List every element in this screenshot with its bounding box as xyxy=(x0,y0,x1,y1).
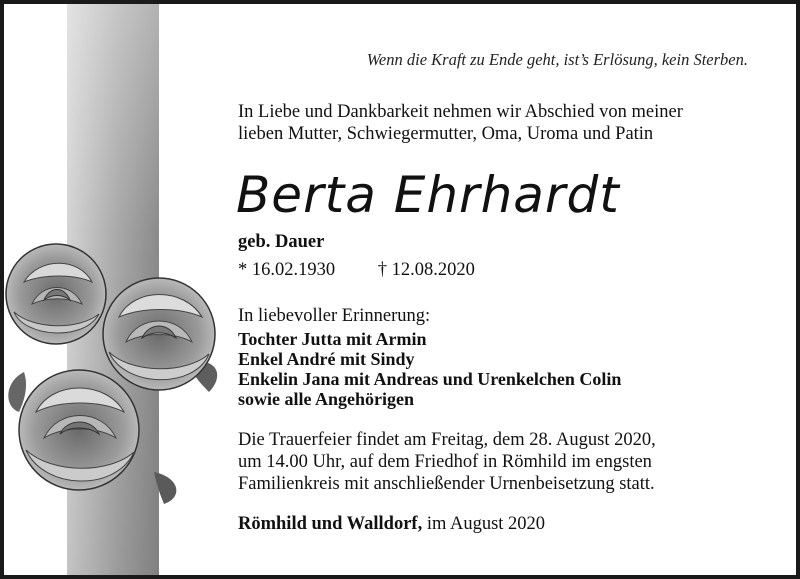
funeral-info xyxy=(238,429,656,495)
list-item: Enkel André mit Sindy xyxy=(238,349,415,369)
memory-label: In liebevoller Erinnerung: xyxy=(238,306,431,326)
list-item: sowie alle Angehörigen xyxy=(238,389,414,409)
birth-date: * 16.02.1930 xyxy=(238,260,336,280)
funeral-line: um 14.00 Uhr, auf dem Friedhof in Römhild im engsten xyxy=(238,452,652,472)
intro-text xyxy=(238,101,683,145)
closing-date: im August 2020 xyxy=(426,514,546,534)
list-item: Enkelin Jana mit Andreas und Urenkelchen Colin xyxy=(238,369,622,389)
roses-icon xyxy=(4,242,234,512)
life-dates xyxy=(238,260,475,281)
intro-line: lieben Mutter, Schwiegermutter, Oma, Uroma und Patin xyxy=(238,124,654,144)
maiden-name: geb. Dauer xyxy=(238,232,325,252)
motto-quote: Wenn die Kraft zu Ende geht, ist’s Erlösung, kein Sterben. xyxy=(366,50,748,69)
closing-place: Römhild und Walldorf, xyxy=(238,514,423,534)
funeral-line: Die Trauerfeier findet am Freitag, dem 28. August 2020, xyxy=(238,430,656,450)
intro-line: In Liebe und Dankbarkeit nehmen wir Abschied von meiner xyxy=(238,102,683,122)
closing-line xyxy=(238,514,545,535)
deceased-name: Berta Ehrhardt xyxy=(236,166,620,224)
funeral-line: Familienkreis mit anschließender Urnenbeisetzung statt. xyxy=(238,474,655,494)
mourners-list xyxy=(238,329,621,409)
list-item: Tochter Jutta mit Armin xyxy=(238,329,427,349)
death-date: † 12.08.2020 xyxy=(377,260,475,280)
